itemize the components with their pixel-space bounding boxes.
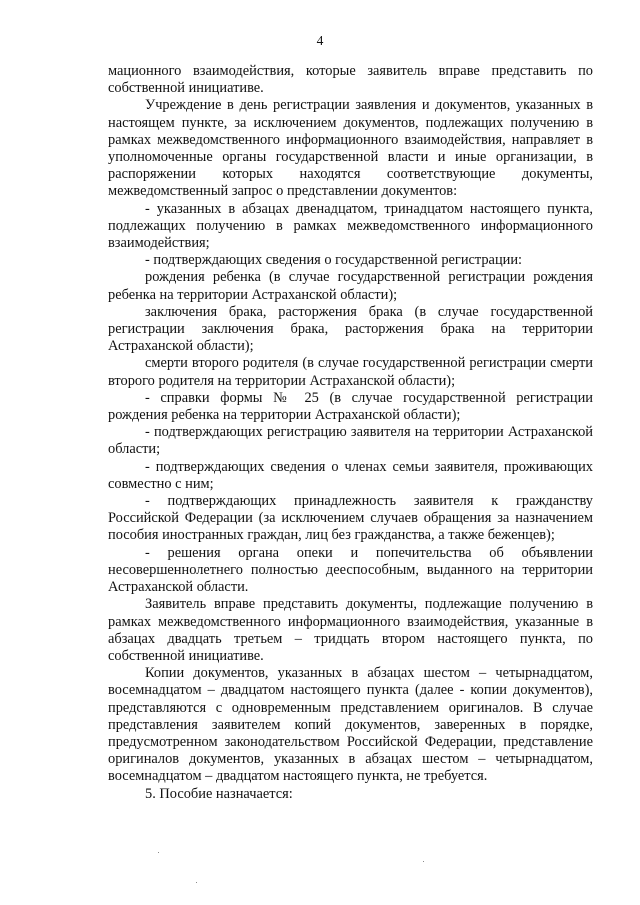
paragraph-document-copies: Копии документов, указанных в абзацах шестом – четырнадцатом, восемнадцатом – двадцатом настоящего пункта (далее - копии документов), представляются с одновременным представлением оригиналов. В случае представления заявителем копий документов, заверенных в порядке, предусмотренном законодательством Российской Федерации, представление оригиналов документов, указанных в абзацах шестом – четырнадцатом, восемнадцатом – двадцатом настоящего пункта, не требуется. <box>108 665 593 785</box>
page-number: 4 <box>316 33 324 48</box>
list-item-citizenship: - подтверждающих принадлежность заявителя к гражданству Российской Федерации (за исключением случаев обращения за назначением пособия иностранных граждан, лиц без гражданства, а также беженцев); <box>108 493 593 544</box>
sub-item-marriage-divorce: заключения брака, расторжения брака (в случае государственной регистрации заключения брака, расторжения брака на территории Астраханской области); <box>108 303 593 355</box>
list-item-guardianship-decision: - решения органа опеки и попечительства об объявлении несовершеннолетнего полностью дееспособным, выданного на территории Астраханской области. <box>108 544 593 596</box>
sub-item-death: смерти второго родителя (в случае государственной регистрации смерти второго родителя на территории Астраханской области); <box>108 355 593 389</box>
scan-speck <box>423 861 424 862</box>
list-item-residence-registration: - подтверждающих регистрацию заявителя на территории Астраханской области; <box>108 424 593 458</box>
paragraph-interagency-request: Учреждение в день регистрации заявления и документов, указанных в настоящем пункте, за исключением документов, подлежащих получению в рамках межведомственного информационного взаимодействия, направляет в уполномоченные органы государственной власти и иные организации, в распоряжении которых находятся соответствующие документы, межведомственный запрос о представлении документов: <box>108 97 593 200</box>
scan-speck <box>158 852 159 853</box>
scan-speck <box>196 882 197 883</box>
paragraph-continuation: мационного взаимодействия, которые заявитель вправе представить по собственной инициативе. <box>108 63 593 97</box>
list-item-paragraphs-12-13: - указанных в абзацах двенадцатом, тринадцатом настоящего пункта, подлежащих получению в рамках межведомственного информационного взаимодействия; <box>108 200 593 252</box>
paragraph-benefit-assigned: 5. Пособие назначается: <box>145 785 293 802</box>
list-item-family-members: - подтверждающих сведения о членах семьи заявителя, проживающих совместно с ним; <box>108 458 593 492</box>
document-body <box>108 63 593 803</box>
sub-item-birth: рождения ребенка (в случае государственной регистрации рождения ребенка на территории Астраханской области); <box>108 269 593 303</box>
list-item-state-registration: - подтверждающих сведения о государственной регистрации: <box>145 252 523 269</box>
paragraph-own-initiative: Заявитель вправе представить документы, подлежащие получению в рамках межведомственного информационного взаимодействия, указанные в абзацах двадцать третьем – тридцать втором настоящего пункта, по собственной инициативе. <box>108 596 593 664</box>
list-item-form-25: - справки формы № 25 (в случае государственной регистрации рождения ребенка на территории Астраханской области); <box>108 389 593 424</box>
